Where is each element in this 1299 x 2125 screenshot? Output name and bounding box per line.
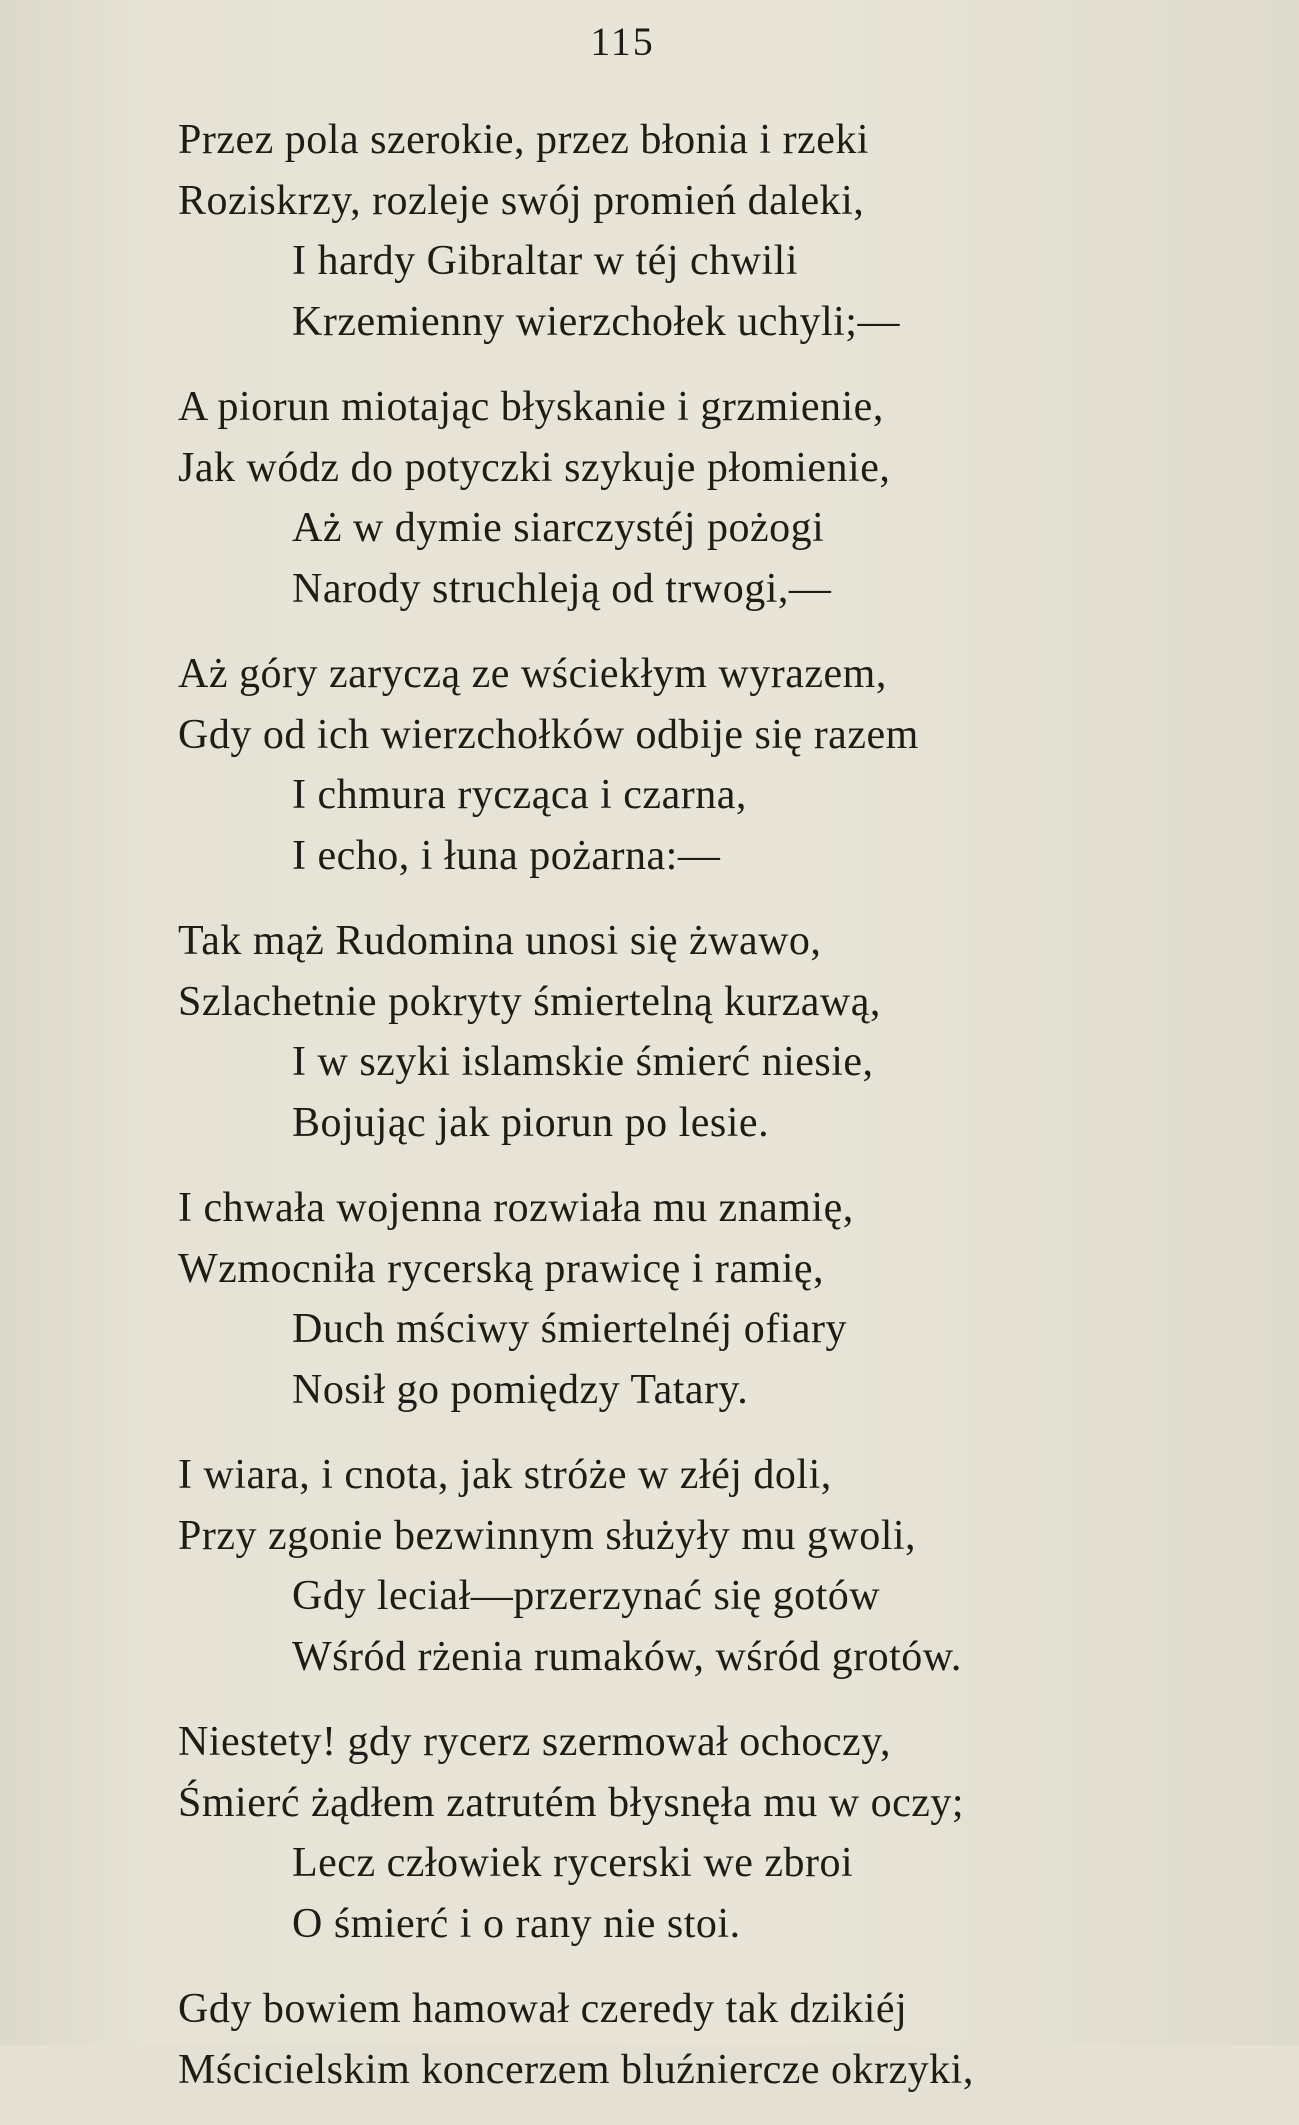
poem-line: Narody struchleją od trwogi,— xyxy=(292,565,832,612)
poem-line: Niestety! gdy rycerz szermował ochoczy, xyxy=(178,1719,891,1765)
stanza xyxy=(178,644,1258,886)
poem-line: Krzemienny wierzchołek uchyli;— xyxy=(292,298,900,345)
poem-line: Roziskrzy, rozleje swój promień daleki, xyxy=(178,177,865,224)
stanza xyxy=(178,1178,1258,1420)
poem-body xyxy=(178,110,1258,2125)
stanza xyxy=(178,1979,1258,2100)
poem-line: I chmura rycząca i czarna, xyxy=(292,772,747,818)
stanza xyxy=(178,377,1258,619)
poem-line: Tak mąż Rudomina unosi się żwawo, xyxy=(178,918,822,964)
poem-line: I w szyki islamskie śmierć niesie, xyxy=(292,1039,874,1085)
poem-line: Nosił go pomiędzy Tatary. xyxy=(292,1366,749,1413)
poem-line: Aż w dymie siarczystéj pożogi xyxy=(292,505,825,551)
poem-line: Mścicielskim koncerzem bluźniercze okrzyki, xyxy=(178,2046,974,2093)
poem-line: Gdy leciał—przerzynać się gotów xyxy=(292,1573,881,1619)
poem-line: Bojując jak piorun po lesie. xyxy=(292,1099,770,1146)
poem-line: I wiara, i cnota, jak stróże w złéj doli, xyxy=(178,1452,832,1498)
poem-line: Przez pola szerokie, przez błonia i rzeki xyxy=(178,117,870,163)
stanza xyxy=(178,1445,1258,1687)
poem-line: Wzmocniła rycerską prawicę i ramię, xyxy=(178,1245,825,1292)
stanza xyxy=(178,1712,1258,1954)
poem-line: O śmierć i o rany nie stoi. xyxy=(292,1900,741,1947)
poem-line: Gdy bowiem hamował czeredy tak dzikiéj xyxy=(178,1986,908,2032)
poem-line: Szlachetnie pokryty śmiertelną kurzawą, xyxy=(178,978,881,1025)
stanza xyxy=(178,110,1258,352)
poem-line: Gdy od ich wierzchołków odbije się razem xyxy=(178,711,919,758)
stanza xyxy=(178,911,1258,1153)
poem-line: I hardy Gibraltar w téj chwili xyxy=(292,238,798,284)
poem-line: Lecz człowiek rycerski we zbroi xyxy=(292,1840,854,1886)
poem-line: Aż góry zaryczą ze wściekłym wyrazem, xyxy=(178,651,887,697)
poem-line: Duch mściwy śmiertelnéj ofiary xyxy=(292,1306,848,1352)
poem-line: A piorun miotając błyskanie i grzmienie, xyxy=(178,384,884,430)
page-number: 115 xyxy=(590,19,655,64)
poem-line: Śmierć żądłem zatrutém błysnęła mu w oczy; xyxy=(178,1779,965,1826)
poem-line: Przy zgonie bezwinnym służyły mu gwoli, xyxy=(178,1512,917,1559)
poem-line: Jak wódz do potyczki szykuje płomienie, xyxy=(178,444,891,491)
poem-line: Wśród rżenia rumaków, wśród grotów. xyxy=(292,1633,962,1680)
poem-line: I echo, i łuna pożarna:— xyxy=(292,832,721,879)
poem-line: I chwała wojenna rozwiała mu znamię, xyxy=(178,1185,854,1231)
